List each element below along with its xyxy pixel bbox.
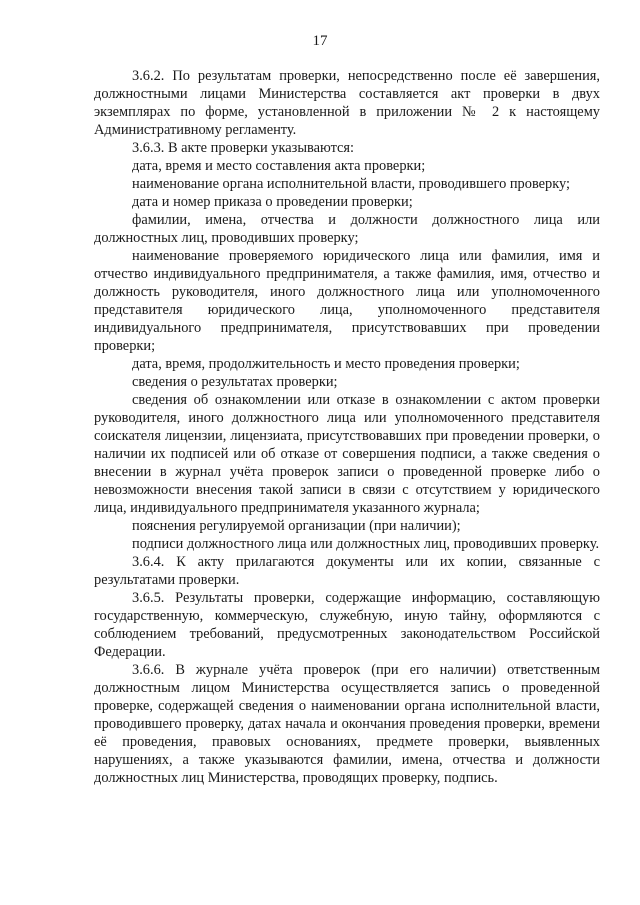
paragraph: сведения о результатах проверки;	[132, 374, 338, 390]
paragraph: сведения об ознакомлении или отказе в ознакомлении с актом проверки руководителя, иного должностного лица или уполномоченного представителя соискателя лицензии, лицензиата, присутствовавших при проведении проверки, о наличии их подписей или об отказе от совершения подписи, а также сведения о внесении в журнал учёта проверок записи о проведенной проверке либо о невозможности внесения такой записи в связи с отсутствием у юридического лица, индивидуального предпринимателя указанного журнала;	[94, 392, 600, 516]
paragraph: наименование органа исполнительной власти, проводившего проверку;	[132, 176, 571, 192]
page-number: 17	[312, 33, 328, 49]
paragraph: дата, время и место составления акта проверки;	[132, 158, 426, 174]
document-body	[94, 67, 600, 787]
paragraph: подписи должностного лица или должностных лиц, проводивших проверку.	[132, 536, 600, 552]
paragraph: 3.6.2. По результатам проверки, непосредственно после её завершения, должностными лицами Министерства составляется акт проверки в двух экземплярах по форме, установленной в приложении № 2 к настоящему Административному регламенту.	[94, 68, 600, 138]
paragraph: наименование проверяемого юридического лица или фамилия, имя и отчество индивидуального предпринимателя, а также фамилия, имя, отчество и должность руководителя, иного должностного лица или уполномоченного представителя юридического лица, уполномоченного представителя индивидуального предпринимателя, присутствовавших при проведении проверки;	[94, 248, 600, 354]
paragraph: дата и номер приказа о проведении проверки;	[132, 194, 413, 210]
paragraph: 3.6.3. В акте проверки указываются:	[132, 140, 355, 156]
paragraph: фамилии, имена, отчества и должности должностного лица или должностных лиц, проводивших проверку;	[94, 212, 600, 246]
paragraph: дата, время, продолжительность и место проведения проверки;	[132, 356, 520, 372]
paragraph: 3.6.5. Результаты проверки, содержащие информацию, составляющую государственную, коммерческую, служебную, иную тайну, оформляются с соблюдением требований, предусмотренных законодательством Российской Федерации.	[94, 590, 600, 660]
paragraph: 3.6.6. В журнале учёта проверок (при его наличии) ответственным должностным лицом Министерства осуществляется запись о проведенной проверке, содержащей сведения о наименовании органа исполнительной власти, проводившего проверку, датах начала и окончания проведения проверки, времени её проведения, правовых основаниях, предмете проверки, выявленных нарушениях, а также указываются фамилии, имена, отчества и должности должностных лиц Министерства, проводящих проверку, подпись.	[94, 662, 600, 786]
paragraph: 3.6.4. К акту прилагаются документы или их копии, связанные с результатами проверки.	[94, 554, 600, 588]
paragraph: пояснения регулируемой организации (при наличии);	[132, 518, 461, 534]
